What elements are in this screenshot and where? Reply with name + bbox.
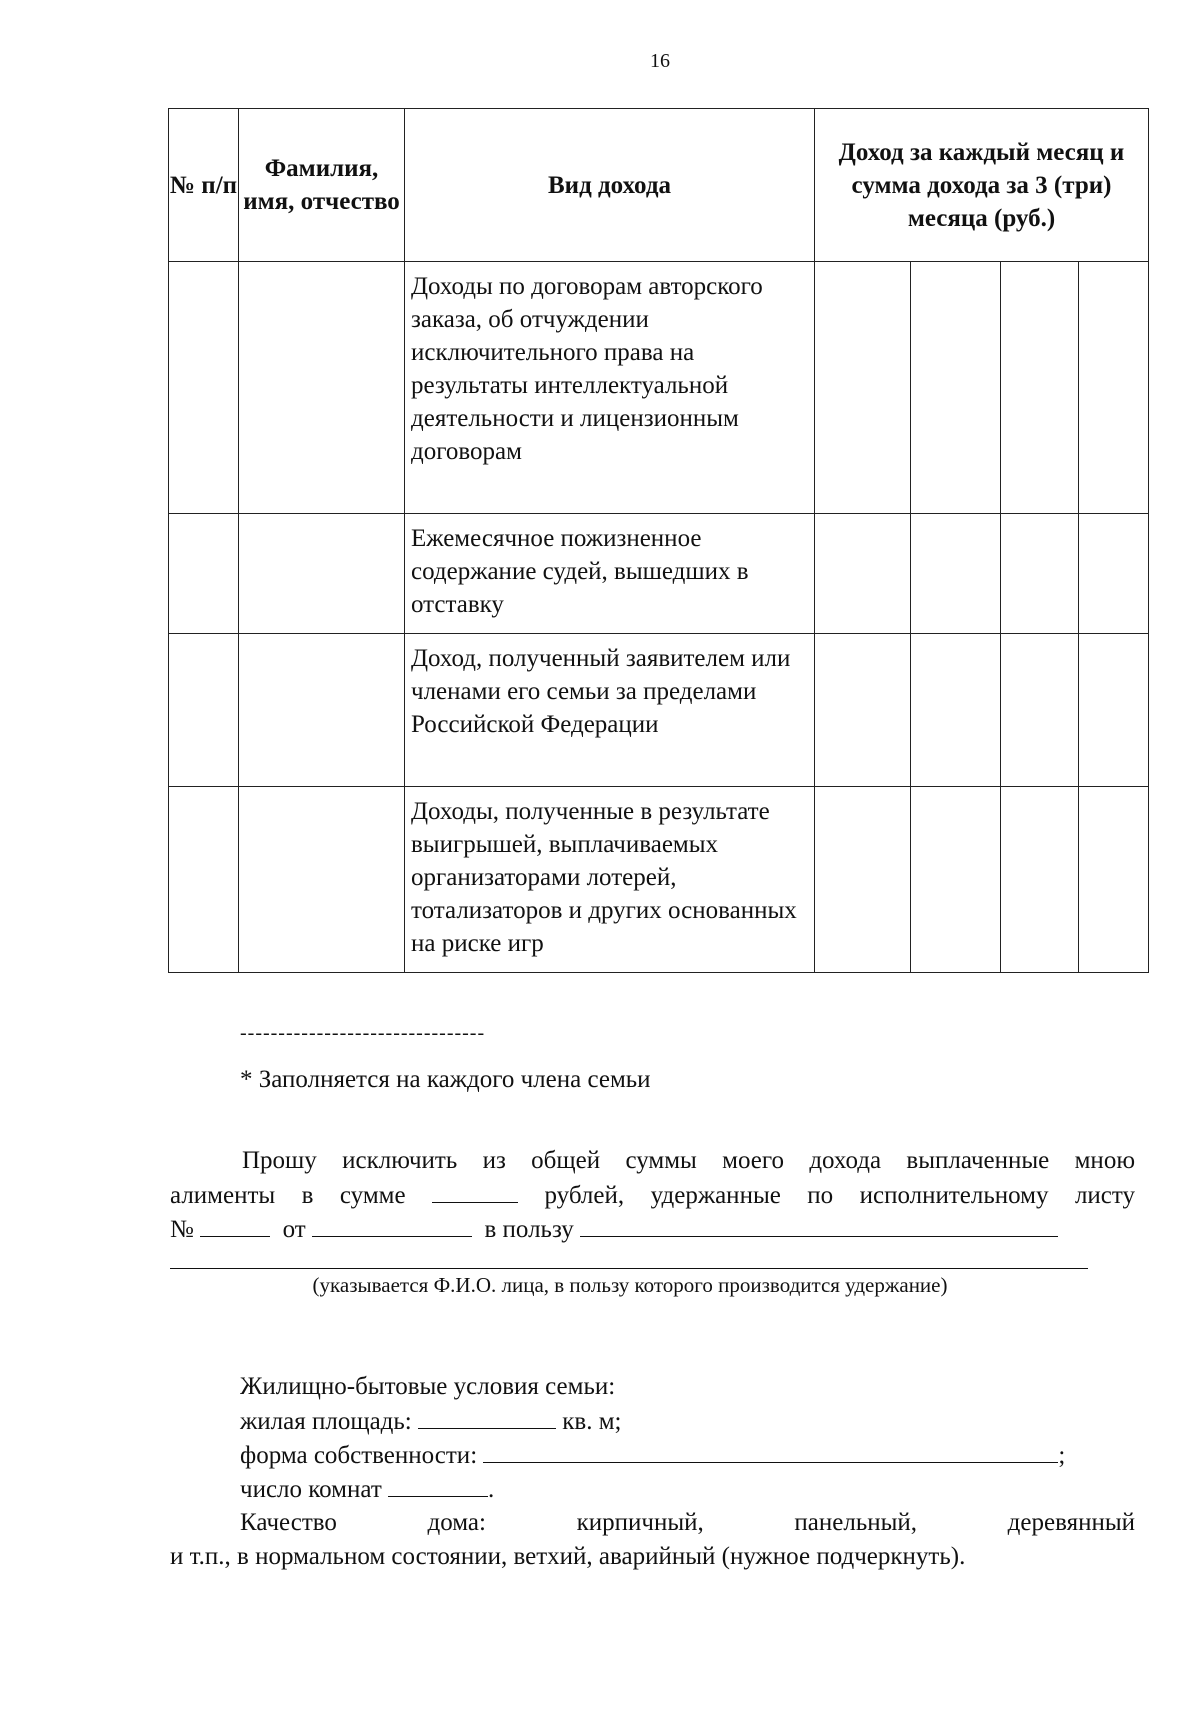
- cell-name[interactable]: [239, 514, 405, 634]
- ownership-end: ;: [1058, 1442, 1066, 1469]
- cell-month-2[interactable]: [911, 514, 1001, 634]
- footnote-text: * Заполняется на каждого члена семьи: [240, 1066, 651, 1093]
- cell-num[interactable]: [169, 787, 239, 973]
- housing-area-line: [240, 1404, 621, 1439]
- rooms-label: число комнат: [240, 1476, 382, 1503]
- housing-rooms-line: [240, 1472, 494, 1507]
- table-row: [169, 262, 1149, 514]
- cell-month-1[interactable]: [815, 262, 911, 514]
- alimony-line-1: Прошу исключить из общей суммы моего дохода выплаченные мною: [242, 1147, 1135, 1174]
- cell-month-2[interactable]: [911, 787, 1001, 973]
- cell-month-3[interactable]: [1001, 514, 1079, 634]
- housing-title: Жилищно-бытовые условия семьи:: [240, 1373, 616, 1400]
- cell-total[interactable]: [1079, 787, 1149, 973]
- header-num: № п/п: [169, 109, 239, 262]
- cell-month-2[interactable]: [911, 634, 1001, 787]
- cell-num[interactable]: [169, 634, 239, 787]
- cell-month-3[interactable]: [1001, 262, 1079, 514]
- cell-income-type: Доходы, полученные в результате выигрышей, выплачиваемых организаторами лотерей, тотализаторов и других основанных на риске игр: [405, 787, 815, 973]
- cell-name[interactable]: [239, 787, 405, 973]
- rooms-end: .: [488, 1476, 495, 1503]
- income-table: [168, 108, 1149, 973]
- table-row: [169, 514, 1149, 634]
- cell-month-3[interactable]: [1001, 634, 1079, 787]
- header-name: Фамилия, имя, отчество: [239, 109, 405, 262]
- cell-num[interactable]: [169, 514, 239, 634]
- cell-name[interactable]: [239, 634, 405, 787]
- cell-total[interactable]: [1079, 514, 1149, 634]
- table-row: [169, 787, 1149, 973]
- header-income-type: Вид дохода: [405, 109, 815, 262]
- rooms-field[interactable]: [388, 1472, 488, 1497]
- writ-date-label: от: [282, 1216, 306, 1243]
- housing-ownership-line: [240, 1438, 1065, 1473]
- cell-num[interactable]: [169, 262, 239, 514]
- cell-income-type: Ежемесячное пожизненное содержание судей, вышедших в отставку: [405, 514, 815, 634]
- footnote-separator: --------------------------------: [240, 1022, 486, 1044]
- area-label: жилая площадь:: [240, 1408, 412, 1435]
- favor-name-line[interactable]: [170, 1268, 1088, 1269]
- alimony-sum-field[interactable]: [432, 1178, 518, 1203]
- cell-month-1[interactable]: [815, 634, 911, 787]
- ownership-label: форма собственности:: [240, 1442, 478, 1469]
- table-row: [169, 634, 1149, 787]
- quality-line-1: Качество дома: кирпичный, панельный, деревянный: [240, 1509, 1135, 1536]
- table-header-row: [169, 109, 1149, 262]
- alimony-line-2: [170, 1178, 1135, 1213]
- cell-income-type: Доходы по договорам авторского заказа, об отчуждении исключительного права на результаты интеллектуальной деятельности и лицензионным договорам: [405, 262, 815, 514]
- favor-caption: (указывается Ф.И.О. лица, в пользу которого производится удержание): [312, 1273, 948, 1297]
- cell-month-3[interactable]: [1001, 787, 1079, 973]
- writ-date-field[interactable]: [312, 1212, 472, 1237]
- writ-number-label: №: [170, 1216, 194, 1243]
- favor-label: в пользу: [484, 1216, 574, 1243]
- area-unit: кв. м;: [562, 1408, 622, 1435]
- cell-income-type: Доход, полученный заявителем или членами его семьи за пределами Российской Федерации: [405, 634, 815, 787]
- writ-number-field[interactable]: [200, 1212, 270, 1237]
- cell-name[interactable]: [239, 262, 405, 514]
- quality-line-2: и т.п., в нормальном состоянии, ветхий, аварийный (нужное подчеркнуть).: [170, 1543, 966, 1570]
- cell-month-1[interactable]: [815, 787, 911, 973]
- cell-total[interactable]: [1079, 262, 1149, 514]
- cell-total[interactable]: [1079, 634, 1149, 787]
- cell-month-2[interactable]: [911, 262, 1001, 514]
- header-income-amount: Доход за каждый месяц и сумма дохода за 3 (три) месяца (руб.): [815, 109, 1149, 262]
- page-number: 16: [650, 50, 670, 72]
- alimony-sum-label: алименты в сумме: [170, 1182, 406, 1209]
- area-field[interactable]: [418, 1404, 556, 1429]
- ownership-field[interactable]: [483, 1438, 1058, 1463]
- cell-month-1[interactable]: [815, 514, 911, 634]
- favor-field[interactable]: [580, 1212, 1058, 1237]
- alimony-line-3: [170, 1212, 1135, 1247]
- alimony-rubles-label: рублей, удержанные по исполнительному листу: [544, 1182, 1135, 1209]
